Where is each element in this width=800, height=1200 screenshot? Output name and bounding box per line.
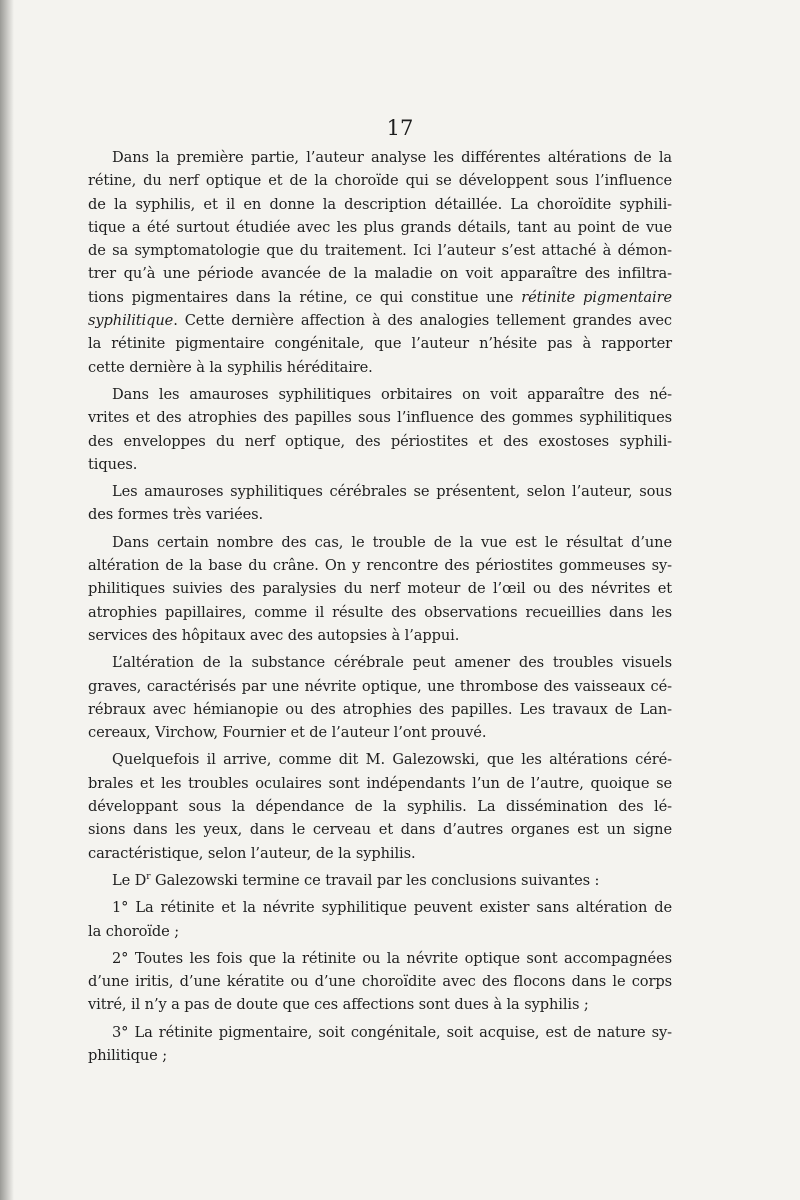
- text-line: Quelquefois il arrive, comme dit M. Galezowski, que les altérations céré-: [112, 751, 672, 769]
- text-line: Dans les amauroses syphilitiques orbitaires on voit apparaître des né-: [112, 385, 672, 403]
- text-line: la rétinite pigmentaire congénitale, que l’auteur n’hésite pas à rapporter: [88, 335, 672, 353]
- text-line: de la syphilis, et il en donne la description détaillée. La choroïdite syphili-: [88, 195, 672, 213]
- text-line: rébraux avec hémianopie ou des atrophies des papilles. Les travaux de Lan-: [88, 700, 672, 718]
- text-line: altération de la base du crâne. On y rencontre des périostites gommeuses sy-: [88, 557, 672, 575]
- text-line: d’une iritis, d’une kératite ou d’une choroïdite avec des flocons dans le corps: [88, 973, 672, 991]
- paragraph: [88, 383, 672, 476]
- text-line: Dans certain nombre des cas, le trouble de la vue est le résultat d’une: [112, 533, 672, 551]
- paragraph: [88, 146, 672, 379]
- text-line: Dans la première partie, l’auteur analyse les différentes altérations de la: [112, 149, 672, 166]
- text-line: rétine, du nerf optique et de la choroïde qui se développent sous l’influence: [88, 172, 672, 190]
- page-number: 17: [386, 116, 414, 140]
- text-line: tique a été surtout étudiée avec les plus grands détails, tant au point de vue: [88, 218, 672, 236]
- text-line: la choroïde ;: [88, 922, 180, 940]
- text-line: atrophies papillaires, comme il résulte des observations recueillies dans les: [88, 603, 672, 621]
- text-line: cereaux, Virchow, Fournier et de l’auteur l’ont prouvé.: [88, 724, 487, 742]
- paragraph: [88, 1021, 672, 1068]
- body-text: [88, 146, 672, 1071]
- text-line: services des hôpitaux avec des autopsies à l’appui.: [88, 626, 460, 644]
- text-line: tions pigmentaires dans la rétine, ce qui constitue une rétinite pigmentaire: [88, 288, 672, 306]
- page-edge-shadow: [0, 0, 14, 1200]
- text-line: 1° La rétinite et la névrite syphilitique peuvent exister sans altération de: [112, 899, 672, 917]
- text-line: tiques.: [88, 455, 138, 473]
- text-line: 2° Toutes les fois que la rétinite ou la névrite optique sont accompagnées: [112, 949, 672, 967]
- text-line: cette dernière à la syphilis héréditaire.: [88, 358, 373, 376]
- paragraph: [88, 651, 672, 744]
- text-line: 3° La rétinite pigmentaire, soit congénitale, soit acquise, est de nature sy-: [112, 1023, 672, 1041]
- text-line: développant sous la dépendance de la syphilis. La dissémination des lé-: [88, 798, 672, 816]
- text-line: vitré, il n’y a pas de doute que ces affections sont dues à la syphilis ;: [88, 996, 589, 1014]
- text-line: vrites et des atrophies des papilles sous l’influence des gommes syphilitiques: [88, 409, 672, 427]
- paragraph: [88, 480, 672, 527]
- text-line: philitique ;: [88, 1046, 168, 1064]
- paragraph: [88, 869, 672, 892]
- text-line: Le $D^r$ Galezowski termine ce travail par les conclusions suivantes :: [112, 871, 600, 889]
- text-line: trer qu’à une période avancée de la maladie on voit apparaître des infiltra-: [88, 265, 672, 283]
- text-line: Les amauroses syphilitiques cérébrales se présentent, selon l’auteur, sous: [112, 483, 672, 501]
- text-line: des enveloppes du nerf optique, des périostites et des exostoses syphili-: [88, 432, 672, 450]
- text-line: caractéristique, selon l’auteur, de la syphilis.: [88, 844, 416, 862]
- text-line: syphilitique. Cette dernière affection à des analogies tellement grandes avec: [88, 312, 672, 330]
- text-line: sions dans les yeux, dans le cerveau et dans d’autres organes est un signe: [88, 821, 672, 839]
- text-line: des formes très variées.: [88, 506, 264, 524]
- text-line: L’altération de la substance cérébrale peut amener des troubles visuels: [112, 654, 672, 672]
- text-line: de sa symptomatologie que du traitement. Ici l’auteur s’est attaché à démon-: [88, 242, 672, 260]
- text-line: graves, caractérisés par une névrite optique, une thrombose des vaisseaux cé-: [88, 677, 672, 695]
- text-line: brales et les troubles oculaires sont indépendants l’un de l’autre, quoique se: [88, 774, 672, 792]
- paragraph: [88, 748, 672, 864]
- text-line: philitiques suivies des paralysies du nerf moteur de l’œil ou des névrites et: [88, 580, 672, 598]
- paragraph: [88, 896, 672, 943]
- paragraph: [88, 531, 672, 647]
- paragraph: [88, 947, 672, 1017]
